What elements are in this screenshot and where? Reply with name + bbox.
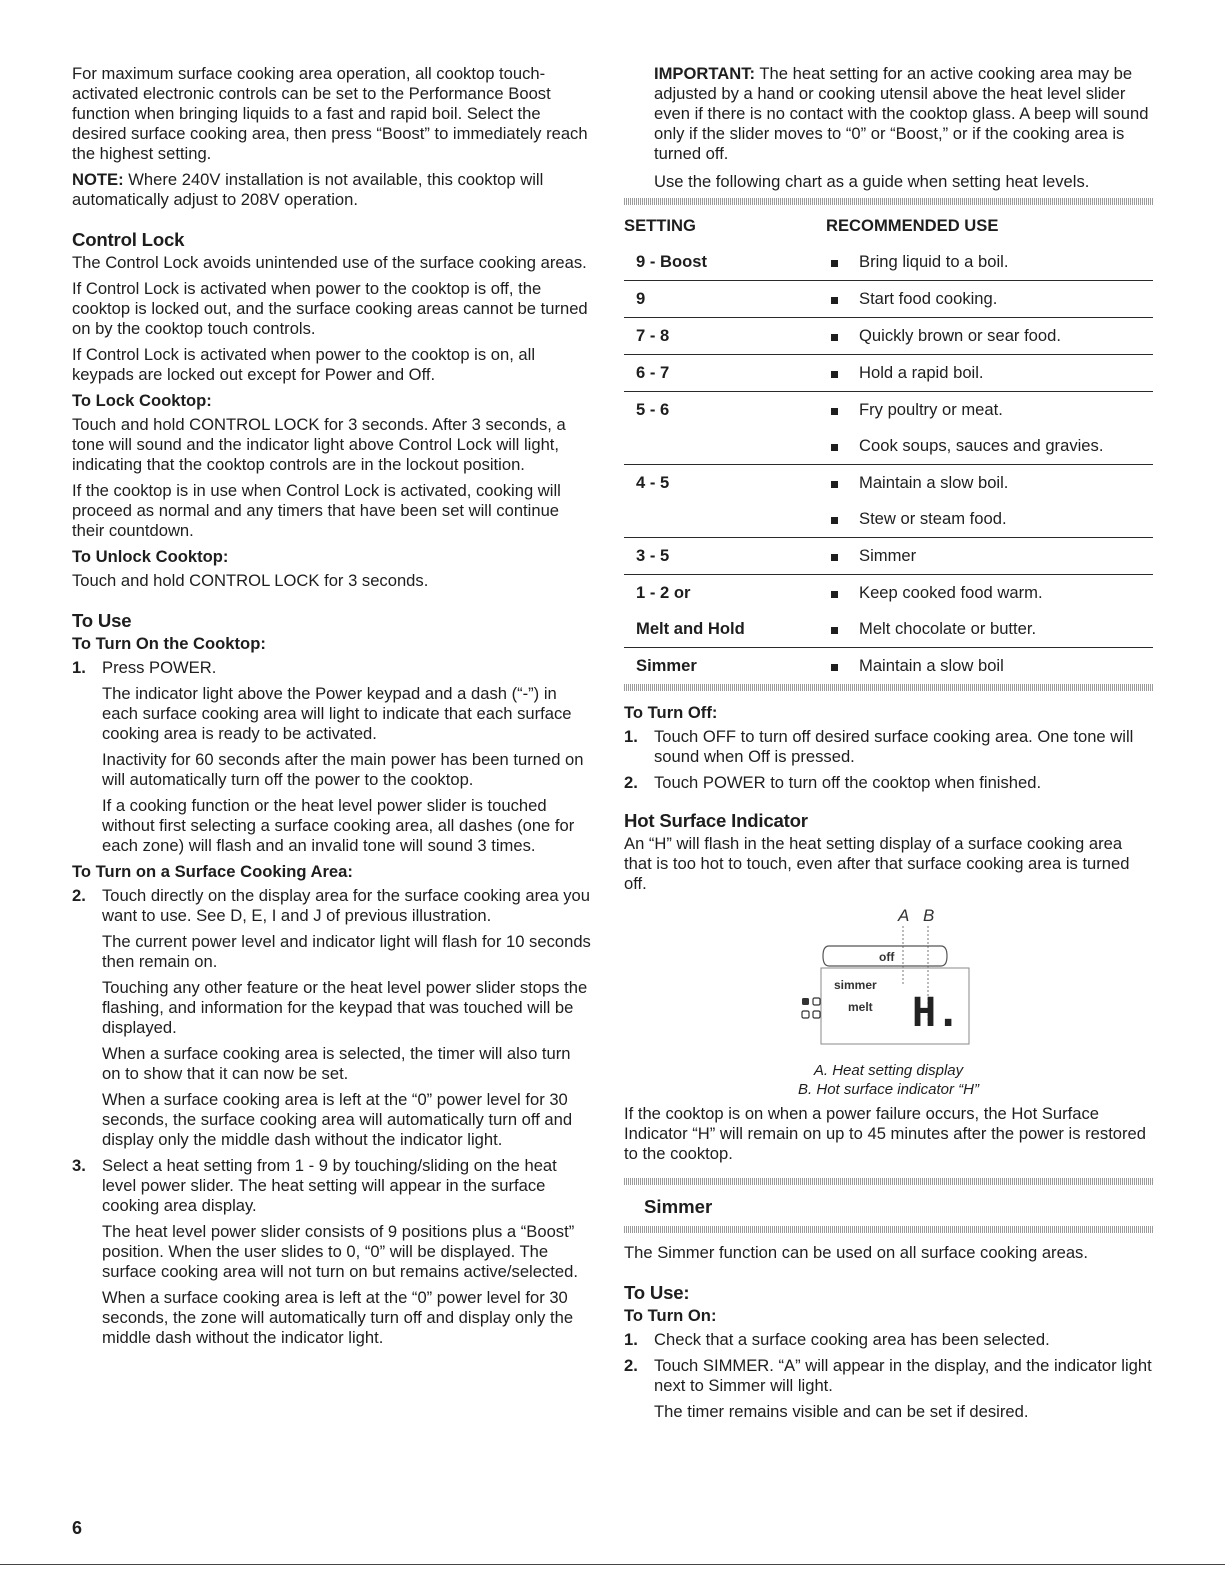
step-2-p4: When a surface cooking area is left at the “0” power level for 30 seconds, the surface cooking area will automatically turn off and display only the middle dash without the indicator light. xyxy=(102,1090,573,1149)
setting-cell: 9 - Boost xyxy=(624,244,826,281)
setting-cell xyxy=(624,428,826,465)
setting-cell: 9 xyxy=(624,281,826,318)
step-3-number: 3. xyxy=(72,1156,86,1175)
lock-p2: If the cooktop is in use when Control Lock is activated, cooking will proceed as normal and any timers that have been set will continue their countdown. xyxy=(72,481,561,540)
step-3-p1: The heat level power slider consists of 9 positions plus a “Boost” position. When the user slides to 0, “0” will be displayed. The surface cooking area will not turn on but remains active/selected. xyxy=(102,1222,578,1281)
heat-settings-table xyxy=(624,208,1153,684)
table-row xyxy=(624,538,1153,575)
col-setting-header: SETTING xyxy=(624,216,696,235)
page-number: 6 xyxy=(72,1518,83,1538)
table-row xyxy=(624,318,1153,355)
bullet-icon xyxy=(826,244,845,281)
simmer-step-2 xyxy=(624,1356,1153,1422)
step-1-p3: If a cooking function or the heat level power slider is touched without first selecting a surface cooking area, all dashes (one for each zone) will flash and an invalid tone will sound 3 times. xyxy=(102,796,575,855)
caption-b: B. Hot surface indicator “H” xyxy=(798,1081,979,1098)
setting-cell: Melt and Hold xyxy=(624,611,826,648)
simmer-turn-on-heading: To Turn On: xyxy=(624,1306,717,1325)
bullet-icon xyxy=(826,355,845,392)
bullet-icon xyxy=(826,575,845,612)
caption-a: A. Heat setting display xyxy=(813,1062,964,1079)
setting-cell xyxy=(624,501,826,538)
setting-cell: 5 - 6 xyxy=(636,400,670,419)
off-step-1-number: 1. xyxy=(624,727,638,746)
recommended-use-cell: Simmer xyxy=(845,538,1153,575)
simmer-step-1 xyxy=(624,1330,1153,1350)
step-1-p2: Inactivity for 60 seconds after the main power has been turned on will automatically turn off the power to the cooktop. xyxy=(102,750,584,789)
step-2-p3: When a surface cooking area is selected, the timer will also turn on to show that it can now be set. xyxy=(102,1044,571,1083)
simmer-step-2-p1: The timer remains visible and can be set if desired. xyxy=(654,1402,1029,1421)
step-3 xyxy=(72,1156,592,1348)
important-label: IMPORTANT: xyxy=(654,64,756,83)
control-lock-p1: The Control Lock avoids unintended use of the surface cooking areas. xyxy=(72,253,587,272)
power-failure-paragraph: If the cooktop is on when a power failure occurs, the Hot Surface Indicator “H” will remain on up to 45 minutes after the power is restored to the cooktop. xyxy=(624,1104,1147,1163)
off-key-label: off xyxy=(879,950,895,964)
recommended-use-cell: Maintain a slow boil. xyxy=(859,473,1009,492)
note-text: Where 240V installation is not available, this cooktop will automatically adjust to 208V operation. xyxy=(72,170,544,209)
setting-cell: 6 - 7 xyxy=(624,355,826,392)
table-header-row xyxy=(624,208,1153,244)
recommended-use-cell: Maintain a slow boil xyxy=(859,656,1004,675)
recommended-use-cell: Cook soups, sauces and gravies. xyxy=(845,428,1153,465)
simmer-heading: Simmer xyxy=(644,1196,713,1217)
recommended-use-cell: Bring liquid to a boil. xyxy=(845,244,1153,281)
bullet-icon xyxy=(826,501,845,538)
control-lock-heading: Control Lock xyxy=(72,229,185,250)
simmer-label: simmer xyxy=(834,978,877,992)
off-step-1 xyxy=(624,727,1153,767)
table-row xyxy=(624,648,1153,685)
step-2-p2: Touching any other feature or the heat level power slider stops the flashing, and information for the keypad that was touched will be displayed. xyxy=(102,978,588,1037)
important-paragraph xyxy=(654,64,1153,164)
table-row xyxy=(624,575,1153,612)
control-lock-p2: If Control Lock is activated when power to the cooktop is off, the cooktop is locked out, and the surface cooking areas cannot be turned on by the cooktop touch controls. xyxy=(72,279,588,338)
off-step-2 xyxy=(624,773,1153,793)
intro-paragraph: For maximum surface cooking area operation, all cooktop touch-activated electronic controls can be set to the Performance Boost function when bringing liquids to a fast and rapid boil. Select the desired surface cooking area, then press “Boost” to immediately reach the highest setting. xyxy=(72,64,588,163)
step-1-p1: The indicator light above the Power keypad and a dash (“-”) in each surface cooking area will light to indicate that each surface cooking area is ready to be activated. xyxy=(102,684,572,743)
table-row xyxy=(624,244,1153,281)
lock-cooktop-heading: To Lock Cooktop: xyxy=(72,391,212,410)
hot-surface-heading: Hot Surface Indicator xyxy=(624,810,808,831)
unlock-cooktop-heading: To Unlock Cooktop: xyxy=(72,547,229,566)
indicator-light xyxy=(813,1011,820,1018)
hot-surface-p1: An “H” will flash in the heat setting display of a surface cooking area that is too hot to touch, even after that surface cooking area is turned off. xyxy=(624,834,1130,893)
table-row xyxy=(624,465,1153,502)
unlock-p1: Touch and hold CONTROL LOCK for 3 seconds. xyxy=(72,571,429,590)
step-2-p1: The current power level and indicator light will flash for 10 seconds then remain on. xyxy=(102,932,591,971)
turn-on-area-heading: To Turn on a Surface Cooking Area: xyxy=(72,862,353,881)
setting-cell: 7 - 8 xyxy=(624,318,826,355)
recommended-use-cell: Start food cooking. xyxy=(845,281,1153,318)
bullet-icon xyxy=(826,428,845,465)
bullet-icon xyxy=(826,611,845,648)
recommended-use-cell: Quickly brown or sear food. xyxy=(845,318,1153,355)
recommended-use-cell: Hold a rapid boil. xyxy=(845,355,1153,392)
turn-off-heading: To Turn Off: xyxy=(624,703,718,722)
step-1-text: Press POWER. xyxy=(102,658,217,677)
step-2-text: Touch directly on the display area for the surface cooking area you want to use. See D, E, I and J of previous illustration. xyxy=(102,886,590,925)
hot-surface-figure xyxy=(624,900,1153,1098)
simmer-top-rule xyxy=(624,1178,1153,1185)
simmer-step-2-text: Touch SIMMER. “A” will appear in the display, and the indicator light next to Simmer will light. xyxy=(654,1356,1152,1395)
bullet-icon xyxy=(826,281,845,318)
recommended-use-cell: Melt chocolate or butter. xyxy=(845,611,1153,648)
bullet-icon xyxy=(826,318,845,355)
simmer-p1: The Simmer function can be used on all surface cooking areas. xyxy=(624,1243,1088,1262)
bottom-rule xyxy=(0,1564,1225,1565)
left-column xyxy=(72,64,592,1354)
col-use-header: RECOMMENDED USE xyxy=(826,216,999,235)
table-row xyxy=(624,355,1153,392)
recommended-use-cell: Fry poultry or meat. xyxy=(859,400,1003,419)
simmer-step-2-number: 2. xyxy=(624,1356,638,1375)
table-bottom-rule xyxy=(624,684,1153,691)
step-3-p2: When a surface cooking area is left at the “0” power level for 30 seconds, the zone will automatically turn off and display only the middle dash without the indicator light. xyxy=(102,1288,574,1347)
table-row xyxy=(624,428,1153,465)
table-row xyxy=(624,611,1153,648)
off-step-2-text: Touch POWER to turn off the cooktop when finished. xyxy=(654,773,1042,792)
indicator-light xyxy=(802,1011,809,1018)
important-block xyxy=(624,64,1153,192)
table-row xyxy=(624,501,1153,538)
hot-surface-digit: H. xyxy=(912,990,961,1036)
lock-p1: Touch and hold CONTROL LOCK for 3 seconds. After 3 seconds, a tone will sound and the indicator light above Control Lock will light, indicating that the cooktop controls are in the lockout position. xyxy=(72,415,566,474)
table-row xyxy=(624,392,1153,429)
simmer-step-1-text: Check that a surface cooking area has been selected. xyxy=(654,1330,1050,1349)
step-2-number: 2. xyxy=(72,886,86,905)
step-2 xyxy=(72,886,592,1150)
simmer-step-1-number: 1. xyxy=(624,1330,638,1349)
turn-on-cooktop-heading: To Turn On the Cooktop: xyxy=(72,634,266,653)
note-label: NOTE: xyxy=(72,170,124,189)
figure-label-a: A xyxy=(898,906,910,925)
step-1 xyxy=(72,658,592,856)
step-3-text: Select a heat setting from 1 - 9 by touching/sliding on the heat level power slider. The heat setting will appear in the surface cooking area display. xyxy=(102,1156,557,1215)
setting-cell: 3 - 5 xyxy=(624,538,826,575)
important-text: The heat setting for an active cooking area may be adjusted by a hand or cooking utensil above the heat level slider even if there is no contact with the cooktop glass. A beep will sound only if the slider moves to “0” or “Boost,” or if the cooking area is turned off. xyxy=(654,64,1149,163)
recommended-use-cell: Stew or steam food. xyxy=(845,501,1153,538)
simmer-bottom-rule xyxy=(624,1226,1153,1233)
melt-label: melt xyxy=(848,1000,873,1014)
table-top-rule xyxy=(624,198,1153,205)
to-use-heading: To Use xyxy=(72,610,132,631)
step-1-number: 1. xyxy=(72,658,86,677)
setting-cell: Simmer xyxy=(636,656,697,675)
note-paragraph xyxy=(72,170,592,210)
right-column xyxy=(624,64,1153,1428)
off-step-2-number: 2. xyxy=(624,773,638,792)
bullet-icon xyxy=(826,465,845,502)
recommended-use-cell: Keep cooked food warm. xyxy=(859,583,1043,602)
table-row xyxy=(624,281,1153,318)
control-lock-p3: If Control Lock is activated when power to the cooktop is on, all keypads are locked out except for Power and Off. xyxy=(72,345,536,384)
chart-intro: Use the following chart as a guide when setting heat levels. xyxy=(654,172,1090,191)
simmer-to-use-heading: To Use: xyxy=(624,1282,690,1303)
bullet-icon xyxy=(826,392,845,429)
cooktop-display-illustration xyxy=(624,900,1153,1050)
setting-cell: 1 - 2 or xyxy=(636,583,691,602)
indicator-light-filled xyxy=(802,998,809,1005)
setting-cell: 4 - 5 xyxy=(636,473,670,492)
off-step-1-text: Touch OFF to turn off desired surface cooking area. One tone will sound when Off is pressed. xyxy=(654,727,1134,766)
bullet-icon xyxy=(826,538,845,575)
bullet-icon xyxy=(826,648,845,685)
figure-label-b: B xyxy=(923,906,935,925)
indicator-light xyxy=(813,998,820,1005)
